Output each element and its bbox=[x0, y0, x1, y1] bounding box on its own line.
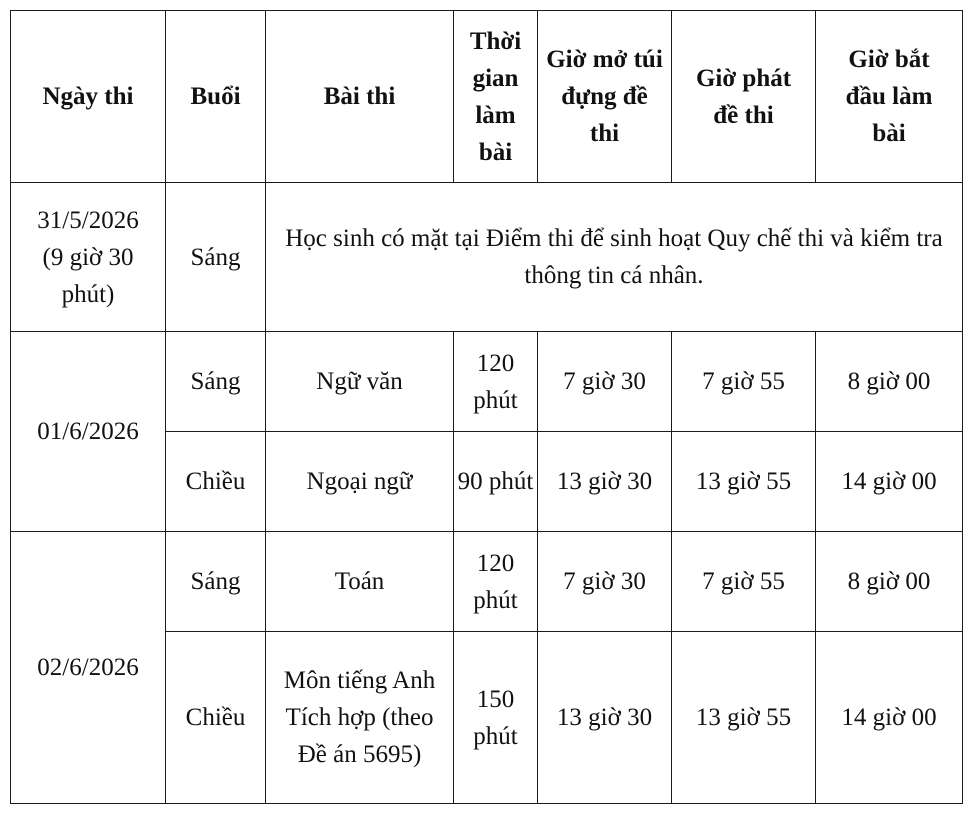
date-line: 31/5/2026 bbox=[37, 206, 139, 234]
distribute-time-cell: 7 giờ 55 bbox=[672, 532, 816, 632]
duration-cell: 120 phút bbox=[454, 532, 538, 632]
exam-schedule-table bbox=[10, 10, 963, 804]
header-gio-bat-dau: Giờ bắt đầu làm bài bbox=[816, 11, 963, 183]
header-buoi: Buổi bbox=[166, 11, 266, 183]
start-time-cell: 8 giờ 00 bbox=[816, 332, 963, 432]
start-time-cell: 14 giờ 00 bbox=[816, 632, 963, 804]
header-gio-mo-tui: Giờ mở túi đựng đề thi bbox=[538, 11, 672, 183]
duration-cell: 120 phút bbox=[454, 332, 538, 432]
distribute-time-cell: 13 giờ 55 bbox=[672, 432, 816, 532]
session-cell: Sáng bbox=[166, 332, 266, 432]
orientation-note: Học sinh có mặt tại Điểm thi để sinh hoạt Quy chế thi và kiểm tra thông tin cá nhân. bbox=[266, 183, 963, 332]
duration-cell: 150 phút bbox=[454, 632, 538, 804]
table-row bbox=[11, 532, 963, 632]
open-time-cell: 13 giờ 30 bbox=[538, 432, 672, 532]
header-ngay-thi: Ngày thi bbox=[11, 11, 166, 183]
session-cell: Sáng bbox=[166, 532, 266, 632]
duration-cell: 90 phút bbox=[454, 432, 538, 532]
subject-cell: Môn tiếng Anh Tích hợp (theo Đề án 5695) bbox=[266, 632, 454, 804]
open-time-cell: 7 giờ 30 bbox=[538, 532, 672, 632]
table-row bbox=[11, 332, 963, 432]
open-time-cell: 7 giờ 30 bbox=[538, 332, 672, 432]
distribute-time-cell: 7 giờ 55 bbox=[672, 332, 816, 432]
subject-cell: Toán bbox=[266, 532, 454, 632]
date-cell: 01/6/2026 bbox=[11, 332, 166, 532]
start-time-cell: 14 giờ 00 bbox=[816, 432, 963, 532]
table-row bbox=[11, 183, 963, 332]
session-cell: Chiều bbox=[166, 632, 266, 804]
header-row bbox=[11, 11, 963, 183]
date-time-note: (9 giờ 30 phút) bbox=[42, 243, 134, 308]
start-time-cell: 8 giờ 00 bbox=[816, 532, 963, 632]
header-thoi-gian: Thời gian làm bài bbox=[454, 11, 538, 183]
distribute-time-cell: 13 giờ 55 bbox=[672, 632, 816, 804]
date-cell bbox=[11, 183, 166, 332]
session-cell: Chiều bbox=[166, 432, 266, 532]
header-gio-phat-de: Giờ phát đề thi bbox=[672, 11, 816, 183]
subject-cell: Ngữ văn bbox=[266, 332, 454, 432]
session-cell: Sáng bbox=[166, 183, 266, 332]
header-bai-thi: Bài thi bbox=[266, 11, 454, 183]
open-time-cell: 13 giờ 30 bbox=[538, 632, 672, 804]
date-cell: 02/6/2026 bbox=[11, 532, 166, 804]
subject-cell: Ngoại ngữ bbox=[266, 432, 454, 532]
